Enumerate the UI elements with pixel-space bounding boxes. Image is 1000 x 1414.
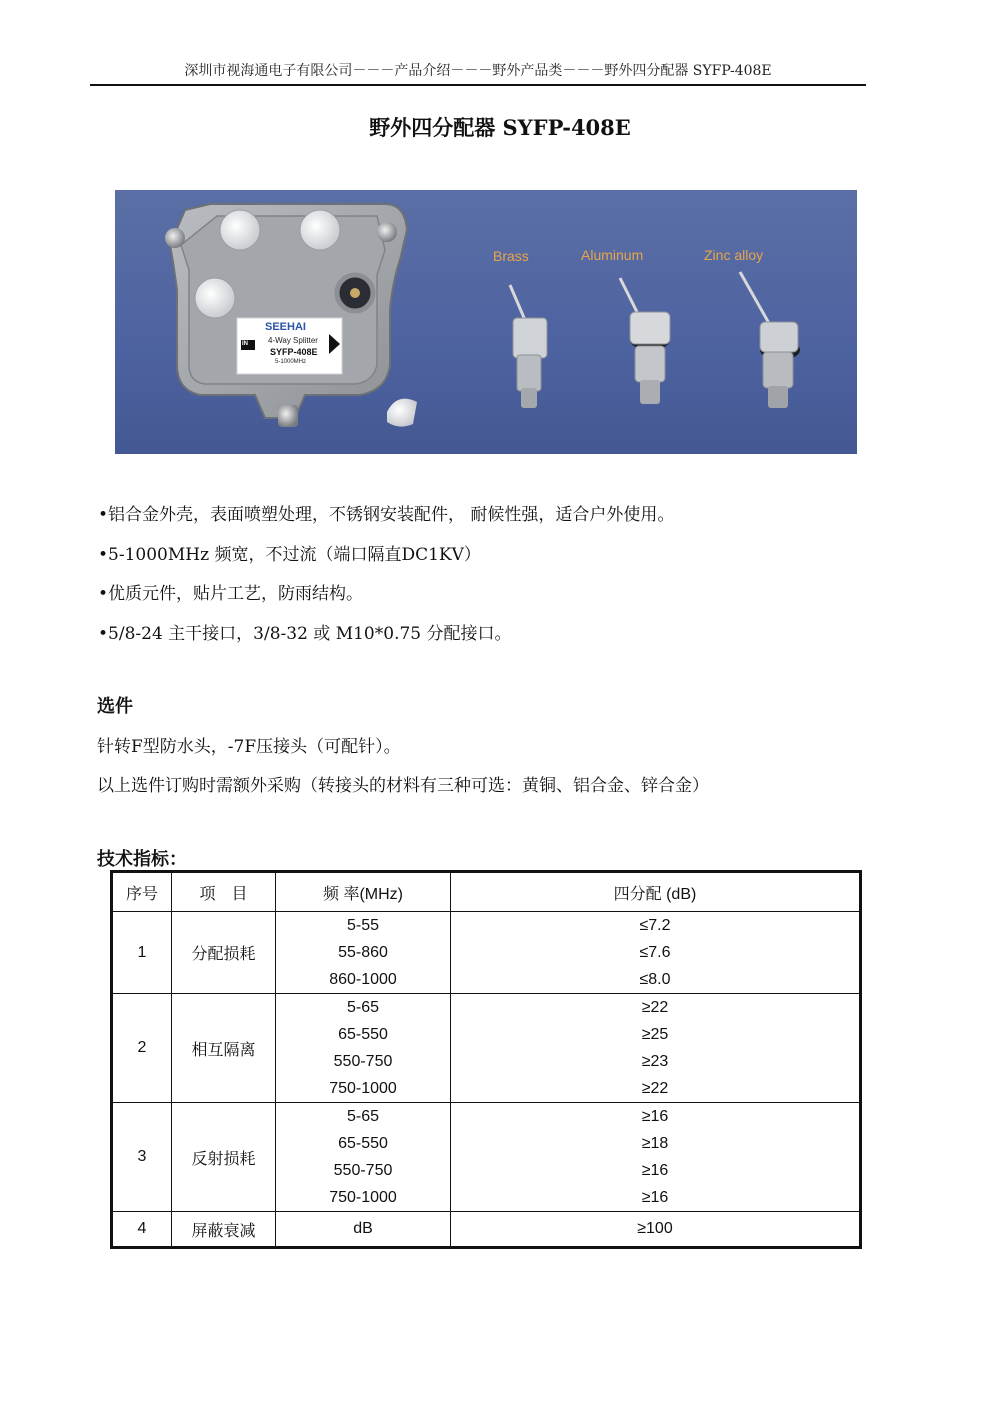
page-header: 深圳市视海通电子有限公司－－－产品介绍－－－野外产品类－－－野外四分配器 SYFP-408E xyxy=(184,63,772,79)
options-heading: 选件 xyxy=(97,696,133,717)
spec-value: ≥22 xyxy=(641,1080,669,1097)
spec-value: ≥16 xyxy=(641,1108,669,1125)
frequency-value: 750-1000 xyxy=(329,1080,397,1097)
spec-value: ≥16 xyxy=(641,1162,669,1179)
frequency-value: 750-1000 xyxy=(329,1189,397,1206)
frequency-value: dB xyxy=(276,1212,451,1248)
spec-value: ≥18 xyxy=(641,1135,669,1152)
row-item: 相互隔离 xyxy=(172,994,276,1103)
spec-value: ≥100 xyxy=(451,1212,861,1248)
caption-zinc-alloy: Zinc alloy xyxy=(704,247,764,263)
frequency-value: 65-550 xyxy=(338,1026,388,1043)
spec-value: ≥16 xyxy=(641,1189,669,1206)
page-title: 野外四分配器 SYFP-408E xyxy=(369,115,631,140)
spec-value: ≥23 xyxy=(641,1053,669,1070)
frequency-value: 550-750 xyxy=(333,1053,393,1070)
feature-item: •5-1000MHz 频宽，不过流（端口隔直DC1KV） xyxy=(98,545,481,565)
row-number: 1 xyxy=(112,912,172,994)
row-number: 2 xyxy=(112,994,172,1103)
splitter-product-label: 4-Way Splitter xyxy=(268,336,318,345)
table-row xyxy=(112,994,861,1103)
frequency-cell xyxy=(276,912,451,994)
spec-value-cell xyxy=(451,994,861,1103)
splitter-in-label: IN xyxy=(242,341,248,347)
spec-value: ≤7.6 xyxy=(639,944,671,961)
row-item: 反射损耗 xyxy=(172,1103,276,1212)
specs-heading: 技术指标： xyxy=(97,849,187,870)
zinc-alloy-connector-illustration xyxy=(740,272,800,408)
feature-item: •铝合金外壳，表面喷塑处理，不锈钢安装配件， 耐候性强，适合户外使用。 xyxy=(98,505,675,525)
column-header: 序号 xyxy=(112,872,172,912)
aluminum-connector-illustration xyxy=(620,278,670,404)
row-number: 3 xyxy=(112,1103,172,1212)
table-row xyxy=(112,1212,861,1248)
table-row xyxy=(112,912,861,994)
frequency-value: 550-750 xyxy=(333,1162,393,1179)
product-photo xyxy=(115,190,857,454)
frequency-cell xyxy=(276,994,451,1103)
options-note: 以上选件订购时需额外采购（转接头的材料有三种可选：黄铜、铝合金、锌合金） xyxy=(97,776,709,796)
splitter-brand-label: SEEHAI xyxy=(265,321,306,333)
spec-table xyxy=(110,870,862,1249)
frequency-value: 65-550 xyxy=(338,1135,388,1152)
caption-brass: Brass xyxy=(493,248,529,264)
spec-value: ≤8.0 xyxy=(639,971,671,988)
feature-item: •5/8-24 主干接口，3/8-32 或 M10*0.75 分配接口。 xyxy=(98,624,512,644)
spec-value-cell xyxy=(451,912,861,994)
frequency-value: 860-1000 xyxy=(329,971,397,988)
frequency-cell xyxy=(276,1103,451,1212)
row-item: 屏蔽衰减 xyxy=(172,1212,276,1248)
column-header: 项 目 xyxy=(172,872,276,912)
spec-value: ≤7.2 xyxy=(639,917,671,934)
row-item: 分配损耗 xyxy=(172,912,276,994)
brass-connector-illustration xyxy=(510,285,547,408)
column-header: 四分配 (dB) xyxy=(451,872,861,912)
row-number: 4 xyxy=(112,1212,172,1248)
frequency-value: 5-65 xyxy=(346,1108,380,1125)
product-photo-drawing xyxy=(115,190,857,454)
options-line: 针转F型防水头，-7F压接头（可配针）。 xyxy=(97,737,401,757)
header-divider xyxy=(90,84,866,86)
spec-value-cell xyxy=(451,1103,861,1212)
spec-table-header xyxy=(112,872,861,912)
caption-aluminum: Aluminum xyxy=(581,247,644,263)
spec-value: ≥25 xyxy=(641,1026,669,1043)
frequency-value: 55-860 xyxy=(338,944,388,961)
frequency-value: 5-55 xyxy=(346,917,380,934)
frequency-value: 5-65 xyxy=(346,999,380,1016)
feature-item: •优质元件，贴片工艺，防雨结构。 xyxy=(98,584,364,604)
splitter-range-label: 5-1000MHz xyxy=(275,359,307,365)
splitter-model-label: SYFP-408E xyxy=(270,347,318,357)
spec-value: ≥22 xyxy=(641,999,669,1016)
table-row xyxy=(112,1103,861,1212)
column-header: 频 率(MHz) xyxy=(276,872,451,912)
